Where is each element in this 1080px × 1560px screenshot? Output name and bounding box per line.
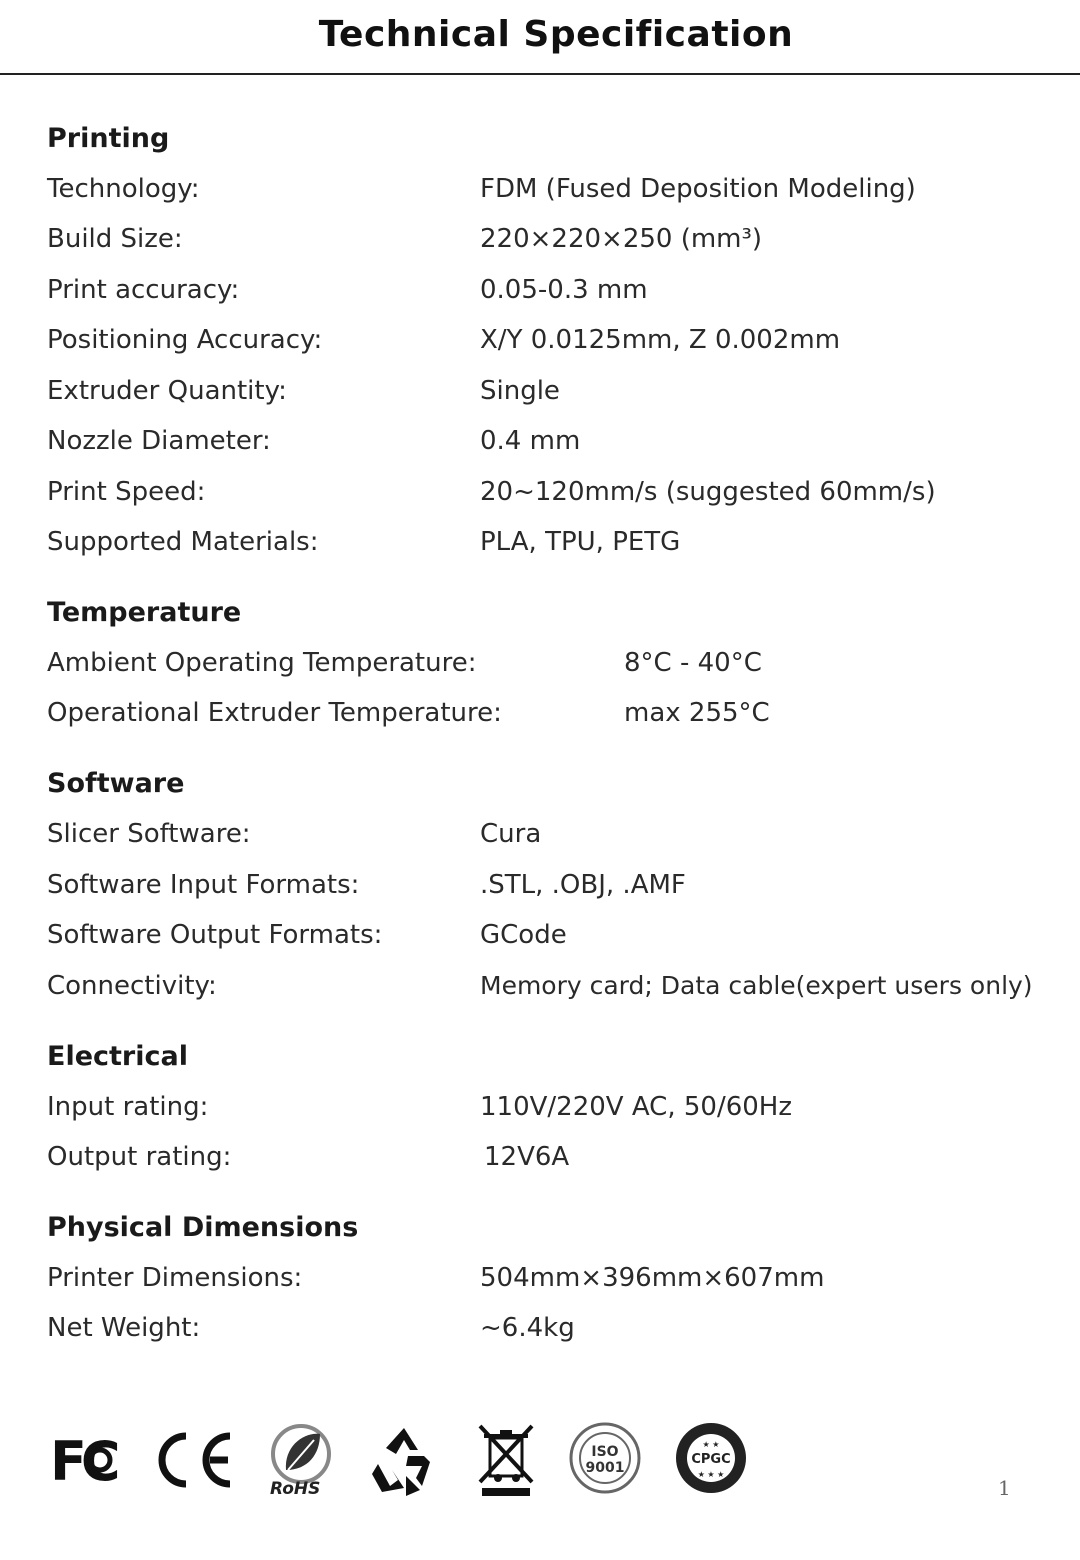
spec-label: Software Input Formats: — [47, 870, 360, 900]
spec-value: ~6.4kg — [480, 1313, 575, 1343]
spec-value: 110V/220V AC, 50/60Hz — [480, 1092, 792, 1122]
spec-value: max 255°C — [624, 698, 770, 728]
recycle-icon — [368, 1420, 440, 1500]
cpgc-seal-icon — [672, 1420, 750, 1500]
spec-label: Build Size: — [47, 224, 183, 254]
page-title: Technical Specification — [318, 14, 794, 55]
svg-text:ISO: ISO — [591, 1444, 619, 1460]
rohs-leaf-icon — [266, 1420, 336, 1500]
spec-value: 504mm×396mm×607mm — [480, 1263, 825, 1293]
spec-label: Supported Materials: — [47, 527, 319, 557]
spec-value: PLA, TPU, PETG — [480, 527, 681, 557]
svg-text:★ ★ ★: ★ ★ ★ — [697, 1470, 725, 1479]
ce-mark-icon — [152, 1420, 236, 1500]
spec-label: Nozzle Diameter: — [47, 426, 271, 456]
spec-value: Single — [480, 376, 560, 406]
spec-label: Net Weight: — [47, 1313, 201, 1343]
weee-crossed-bin-icon — [472, 1420, 540, 1500]
spec-value: Cura — [480, 819, 542, 849]
section-heading-electrical: Electrical — [47, 1041, 188, 1072]
spec-value: 20~120mm/s (suggested 60mm/s) — [480, 477, 936, 507]
fcc-logo-icon — [50, 1420, 120, 1500]
spec-label: Connectivity: — [47, 971, 217, 1001]
spec-label: Output rating: — [47, 1142, 232, 1172]
section-heading-physical-dimensions: Physical Dimensions — [47, 1212, 359, 1243]
spec-label: Slicer Software: — [47, 819, 251, 849]
spec-label: Extruder Quantity: — [47, 376, 287, 406]
section-heading-temperature: Temperature — [47, 597, 242, 628]
spec-value: FDM (Fused Deposition Modeling) — [480, 174, 916, 204]
title-divider — [0, 73, 1080, 75]
svg-text:RoHS: RoHS — [270, 1479, 321, 1499]
spec-label: Print Speed: — [47, 477, 206, 507]
spec-label: Positioning Accuracy: — [47, 325, 323, 355]
spec-value: 8°C - 40°C — [624, 648, 762, 678]
svg-text:9001: 9001 — [585, 1460, 625, 1476]
spec-label: Technology: — [47, 174, 200, 204]
spec-label: Software Output Formats: — [47, 920, 383, 950]
spec-label: Printer Dimensions: — [47, 1263, 303, 1293]
page-number: 1 — [998, 1476, 1011, 1500]
spec-value: Memory card; Data cable(expert users only) — [480, 971, 1033, 1000]
spec-value: X/Y 0.0125mm, Z 0.002mm — [480, 325, 841, 355]
iso-9001-seal-icon — [566, 1420, 644, 1500]
svg-text:CPGC: CPGC — [691, 1452, 731, 1467]
spec-value: 0.4 mm — [480, 426, 581, 456]
section-heading-printing: Printing — [47, 123, 170, 154]
section-heading-software: Software — [47, 768, 185, 799]
spec-value: 220×220×250 (mm³) — [480, 224, 763, 254]
spec-label: Ambient Operating Temperature: — [47, 648, 477, 678]
spec-label: Operational Extruder Temperature: — [47, 698, 502, 728]
spec-value: 0.05-0.3 mm — [480, 275, 648, 305]
spec-value: GCode — [480, 920, 567, 950]
spec-value: 12V6A — [484, 1142, 570, 1172]
spec-value: .STL, .OBJ, .AMF — [480, 870, 686, 900]
spec-label: Print accuracy: — [47, 275, 240, 305]
svg-text:★ ★: ★ ★ — [702, 1440, 720, 1449]
spec-label: Input rating: — [47, 1092, 209, 1122]
svg-text:FC: FC — [50, 1430, 115, 1493]
